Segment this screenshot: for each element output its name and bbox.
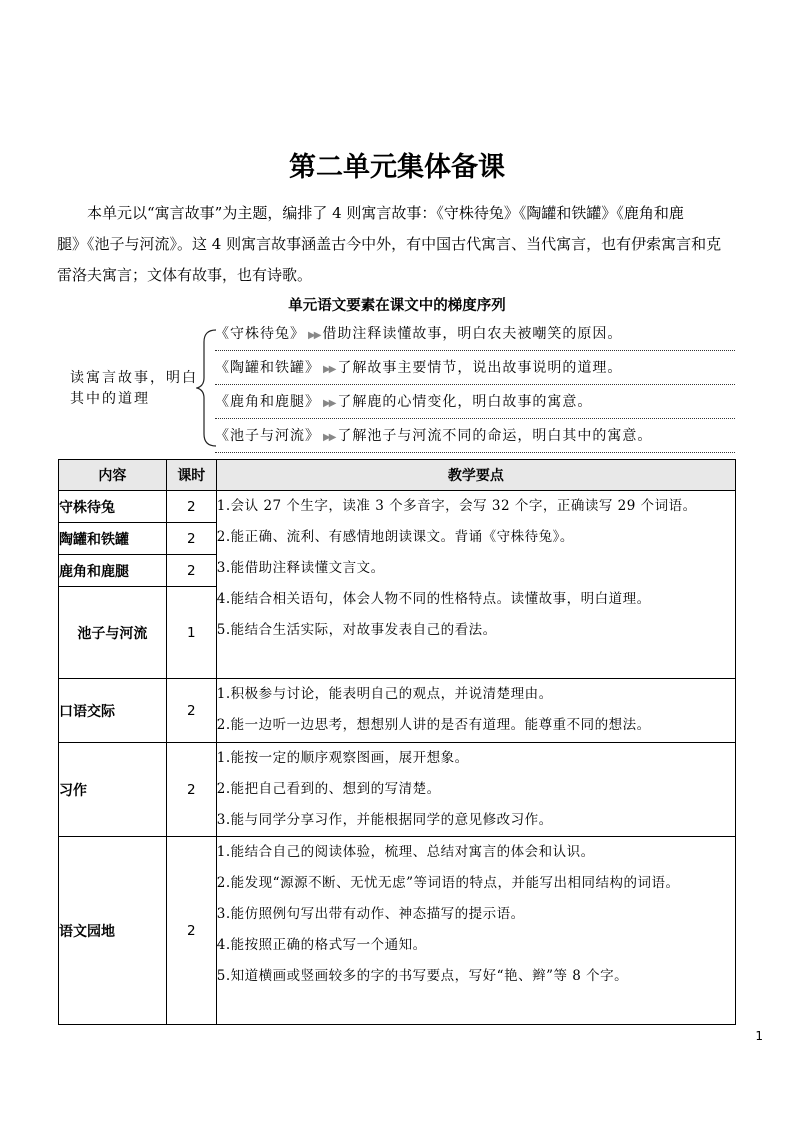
lesson-name-cell: 守株待兔 (59, 491, 167, 523)
point-item: 1.能按一定的顺序观察图画，展开想象。 (216, 750, 469, 766)
lesson-text: 了解鹿的心情变化，明白故事的寓意。 (337, 394, 593, 410)
point-item: 2.能发现“源源不断、无忧无虑”等词语的特点，并能写出相同结构的词语。 (216, 875, 680, 891)
lesson-name: 《守株待兔》 (215, 326, 305, 342)
table-row (59, 743, 736, 837)
points-cell (216, 837, 735, 1025)
double-arrow-icon: ▶▶ (323, 364, 335, 375)
double-arrow-icon: ▶▶ (308, 330, 320, 341)
hours-cell: 2 (166, 743, 216, 837)
lesson-name: 《鹿角和鹿腿》 (215, 394, 320, 410)
garden-name-cell: 语文园地 (59, 837, 167, 1025)
lesson-name: 《陶罐和铁罐》 (215, 360, 320, 376)
hours-cell: 2 (166, 491, 216, 523)
sequence-lesson (215, 390, 735, 419)
lesson-text: 了解故事主要情节，说出故事说明的道理。 (337, 360, 623, 376)
points-cell (216, 743, 735, 837)
lesson-name-cell: 鹿角和鹿腿 (59, 555, 167, 587)
point-item: 4.能按照正确的格式写一个通知。 (216, 937, 427, 953)
hours-cell: 1 (166, 587, 216, 679)
double-arrow-icon: ▶▶ (323, 398, 335, 409)
points-cell (216, 491, 735, 679)
point-item: 5.能结合生活实际，对故事发表自己的看法。 (216, 622, 497, 638)
hours-cell: 2 (166, 679, 216, 743)
hours-cell: 2 (166, 523, 216, 555)
intro-line: 腿》《池子与河流》。这 4 则寓言故事涵盖古今中外，有中国古代寓言、当代寓言，也有伊索寓言和克 (57, 235, 722, 253)
sequence-lesson (215, 424, 735, 453)
sequence-lesson (215, 356, 735, 385)
point-item: 1.能结合自己的阅读体验，梳理、总结对寓言的体会和认识。 (216, 844, 595, 860)
oral-name-cell: 口语交际 (59, 679, 167, 743)
point-item: 2.能把自己看到的、想到的写清楚。 (216, 781, 441, 797)
point-item: 1.积极参与讨论，能表明自己的观点，并说清楚理由。 (216, 686, 553, 702)
header-points: 教学要点 (216, 460, 735, 491)
points-cell (216, 679, 735, 743)
double-arrow-icon: ▶▶ (323, 432, 335, 443)
point-item: 1.会认 27 个生字，读准 3 个多音字，会写 32 个字，正确读写 29 个词语。 (216, 498, 697, 514)
sequence-title: 单元语文要素在课文中的梯度序列 (288, 298, 506, 314)
teaching-plan-table (58, 459, 736, 1025)
lesson-name-cell: 陶罐和铁罐 (59, 523, 167, 555)
point-item: 3.能仿照例句写出带有动作、神态描写的提示语。 (216, 906, 525, 922)
sequence-lesson (215, 322, 735, 351)
header-hours: 课时 (166, 460, 216, 491)
intro-line: 本单元以“寓言故事”为主题，编排了 4 则寓言故事：《守株待兔》《陶罐和铁罐》《鹿角和鹿 (87, 204, 684, 222)
table-header-row (59, 460, 736, 491)
point-item: 5.知道横画或竖画较多的字的书写要点，写好“艳、辫”等 8 个字。 (216, 968, 629, 984)
point-item: 3.能与同学分享习作，并能根据同学的意见修改习作。 (216, 812, 553, 828)
unit-goal: 读寓言故事，明白其中的道理 (70, 370, 198, 407)
page-number: 1 (755, 1029, 763, 1043)
hours-cell: 2 (166, 555, 216, 587)
lesson-text: 借助注释读懂故事，明白农夫被嘲笑的原因。 (322, 326, 623, 342)
intro-line: 雷洛夫寓言；文体有故事，也有诗歌。 (57, 266, 313, 284)
lesson-name: 《池子与河流》 (215, 428, 320, 444)
hours-cell: 2 (166, 837, 216, 1025)
point-item: 3.能借助注释读懂文言文。 (216, 560, 385, 576)
table-row (59, 679, 736, 743)
header-content: 内容 (59, 460, 167, 491)
point-item: 2.能正确、流利、有感情地朗读课文。背诵《守株待兔》。 (216, 529, 574, 545)
lesson-text: 了解池子与河流不同的命运，明白其中的寓意。 (337, 428, 653, 444)
lesson-name-cell: 池子与河流 (59, 587, 167, 679)
page-title: 第二单元集体备课 (289, 152, 505, 183)
table-row (59, 491, 736, 523)
point-item: 2.能一边听一边思考，想想别人讲的是否有道理。能尊重不同的想法。 (216, 717, 651, 733)
table-row (59, 837, 736, 1025)
point-item: 4.能结合相关语句，体会人物不同的性格特点。读懂故事，明白道理。 (216, 591, 651, 607)
writing-name-cell: 习作 (59, 743, 167, 837)
intro-paragraph (57, 198, 747, 291)
